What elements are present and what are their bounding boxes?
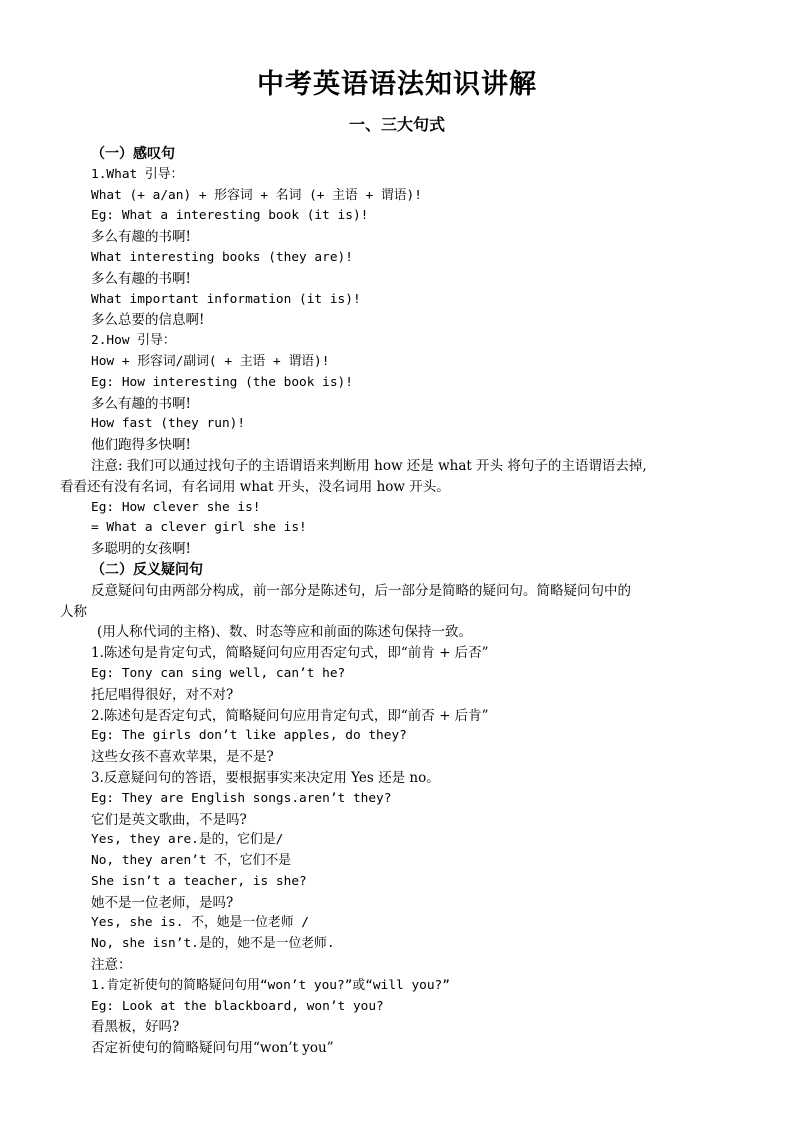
text-line: 多么有趣的书啊! <box>91 229 191 246</box>
text-line: Eg: What a interesting book (it is)! <box>91 208 369 224</box>
text-line: 注意: 我们可以通过找句子的主语谓语来判断用 how 还是 what 开头 将句子的主语谓语去掉, <box>91 457 647 474</box>
text-line: 多聪明的女孩啊! <box>91 541 191 558</box>
text-line: 多么有趣的书啊! <box>91 395 191 412</box>
text-line: 他们跑得多快啊! <box>91 437 191 454</box>
text-line: 否定祈使句的简略疑问句用“won’t you” <box>91 1040 334 1057</box>
text-line: 多么有趣的书啊! <box>91 270 191 287</box>
text-line: Eg: How clever she is! <box>91 499 261 515</box>
text-line: 1.What 引导： <box>91 166 184 182</box>
text-line: 3.反意疑问句的答语，要根据事实来决定用 Yes 还是 no。 <box>91 769 440 786</box>
text-line: 托尼唱得很好，对不对? <box>91 686 234 703</box>
section-heading: 一、三大句式 <box>348 115 445 134</box>
text-line: 2.How 引导： <box>91 333 176 349</box>
text-line: 看看还有没有名词，有名词用 what 开头，没名词用 how 开头。 <box>60 478 450 495</box>
text-line: 她不是一位老师，是吗? <box>91 894 234 911</box>
text-line: 反意疑问句由两部分构成，前一部分是陈述句，后一部分是简略的疑问句。简略疑问句中的 <box>91 582 631 599</box>
text-line: Yes, they are.是的，它们是/ <box>91 832 284 848</box>
text-line: 多么总要的信息啊! <box>91 312 205 329</box>
text-line: Eg: They are English songs.aren’t they? <box>91 790 392 806</box>
text-line: How + 形容词/副词( + 主语 + 谓语)! <box>91 353 330 369</box>
text-line: No, she isn’t.是的，她不是一位老师. <box>91 936 335 952</box>
text-line: 2.陈述句是否定句式，简略疑问句应用肯定句式，即“前否 + 后肯” <box>91 707 489 724</box>
subsection-heading: （一）感叹句 <box>91 146 175 162</box>
text-line: 它们是英文歌曲，不是吗? <box>91 811 247 828</box>
text-line: = What a clever girl she is! <box>91 520 307 536</box>
text-line: What interesting books (they are)! <box>91 249 353 265</box>
text-line: Eg: Tony can sing well, can’t he? <box>91 665 346 681</box>
text-line: How fast (they run)! <box>91 416 246 432</box>
text-line: 注意： <box>91 957 132 974</box>
document-body <box>60 144 740 1059</box>
text-line: No, they aren’t 不，它们不是 <box>91 853 292 869</box>
text-line: Eg: How interesting (the book is)! <box>91 374 353 390</box>
text-line: 1.陈述句是肯定句式，简略疑问句应用否定句式，即“前肯 + 后否” <box>91 645 489 662</box>
text-line: 1.肯定祈使句的简略疑问句用“won’t you?”或“will you?” <box>91 977 450 993</box>
text-line: Eg: Look at the blackboard, won’t you? <box>91 998 384 1014</box>
text-line: 这些女孩不喜欢苹果，是不是? <box>91 749 274 766</box>
text-line: 人称 <box>60 603 87 620</box>
text-line: What important information (it is)! <box>91 291 361 307</box>
text-line: She isn’t a teacher, is she? <box>91 873 307 889</box>
subsection-heading: （二）反义疑问句 <box>91 561 203 578</box>
text-line: What (+ a/an) + 形容词 + 名词 (+ 主语 + 谓语)! <box>91 187 422 203</box>
text-line: (用人称代词的主格)、数、时态等应和前面的陈述句保持一致。 <box>97 624 473 641</box>
text-line: Eg: The girls don’t like apples, do they? <box>91 728 407 744</box>
document-title: 中考英语语法知识讲解 <box>257 69 537 100</box>
text-line: Yes, she is. 不，她是一位老师 / <box>91 915 309 931</box>
text-line: 看黑板，好吗? <box>91 1019 180 1036</box>
